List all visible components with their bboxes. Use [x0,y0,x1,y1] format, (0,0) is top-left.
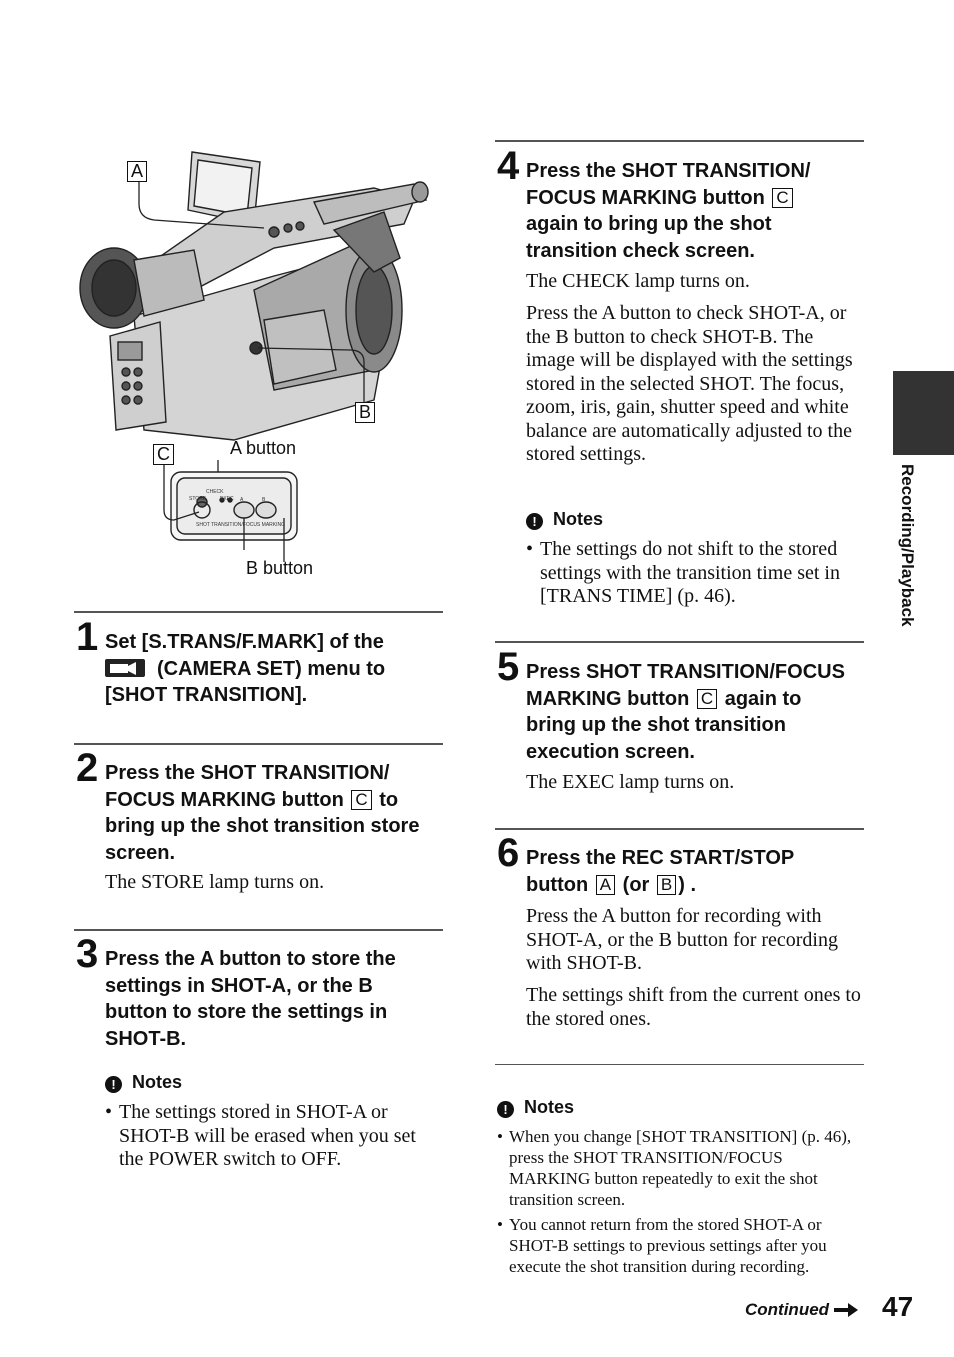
step-1-rule [74,611,443,613]
a-button-callout: A button [230,438,297,458]
step-4-body-1: The CHECK lamp turns on. [526,270,750,292]
figure-label-b: B [355,402,375,423]
step-6-body-1: Press the A button for recording with SHOT-A, or the B button for recording with SHOT-B. [526,905,838,974]
panel-b-label: B [262,497,266,503]
step-5-rule [495,641,864,643]
step-2-body: The STORE lamp turns on. [105,871,325,893]
camcorder-illustration [74,140,443,590]
step-4-rule [495,140,864,142]
figure-label-c: C [153,444,174,465]
arrow-right-icon [834,1301,858,1323]
panel-check-label: CHECK [206,489,224,495]
panel-exec-label: EXEC [220,496,234,502]
step-3-rule [74,929,443,931]
continued-label: Continued [745,1299,858,1323]
button-c-marker: C [351,790,371,810]
figure-label-a: A [127,161,147,182]
page-number: 47 [882,1291,914,1322]
camera-figure [74,140,443,590]
panel-caption: SHOT TRANSITION/FOCUS MARKING [196,522,285,528]
step-5-heading: Press SHOT TRANSITION/FOCUS MARKING button C again to bring up the shot transition execution screen. [526,661,845,763]
panel-store-label: STORE [189,496,207,502]
button-a-marker: A [596,875,615,895]
step-1-number: 1 [76,615,99,659]
step-2-rule [74,743,443,745]
bottom-note-1: • When you change [SHOT TRANSITION] (p. 46), press the SHOT TRANSITION/FOCUS MARKING button repeatedly to exit the shot transition screen. [497,1127,852,1209]
step-6-heading: Press the REC START/STOP button A (or B ) . [526,847,795,896]
bottom-note-2: • You cannot return from the stored SHOT-A or SHOT-B settings to previous settings after you execute the shot transition during recording. [497,1215,827,1276]
notes-icon: ! [526,513,543,530]
notes-icon: ! [105,1076,122,1093]
step-3-notes-heading: ! Notes [105,1071,182,1093]
button-b-marker: B [657,875,676,895]
step-6-rule [495,828,864,830]
b-button-callout: B button [246,558,314,578]
step-4-number: 4 [497,144,520,188]
step-5-number: 5 [497,645,520,689]
step-4-note: • The settings do not shift to the stored settings with the transition time set in [TRANS TIME] (p. 46). [526,538,840,607]
step-1-heading: Set [S.TRANS/F.MARK] of the (CAMERA SET) menu to [SHOT TRANSITION]. [105,631,386,706]
notes-icon: ! [497,1101,514,1118]
panel-a-label: A [240,497,244,503]
step-2-heading: Press the SHOT TRANSITION/ FOCUS MARKING button C to bring up the shot transition store screen. [105,762,420,864]
step-3-number: 3 [76,932,99,976]
step-4-body-2: Press the A button to check SHOT-A, or the B button to check SHOT-B. The image will be displayed with the settings stored in the selected SHOT. The focus, zoom, iris, gain, shutter speed and white balance are automatically adjusted to the stored settings. [526,302,853,465]
bottom-notes-heading: ! Notes [497,1096,574,1118]
section-label: Recording/Playback [898,464,917,627]
bottom-notes-rule [495,1064,864,1065]
step-2-number: 2 [76,746,99,790]
button-c-marker: C [772,188,792,208]
step-4-heading: Press the SHOT TRANSITION/ FOCUS MARKING button C again to bring up the shot transition check screen. [526,160,811,262]
step-5-body: The EXEC lamp turns on. [526,771,735,793]
camera-set-icon [105,658,145,678]
step-6-number: 6 [497,831,520,875]
step-3-heading: Press the A button to store the settings in SHOT-A, or the B button to store the settings in SHOT-B. [105,948,396,1050]
step-4-notes-heading: ! Notes [526,508,603,530]
step-6-body-2: The settings shift from the current ones to the stored ones. [526,984,861,1030]
section-tab [893,371,954,455]
button-c-marker: C [697,689,717,709]
step-3-note: • The settings stored in SHOT-A or SHOT-B will be erased when you set the POWER switch to OFF. [105,1101,416,1170]
